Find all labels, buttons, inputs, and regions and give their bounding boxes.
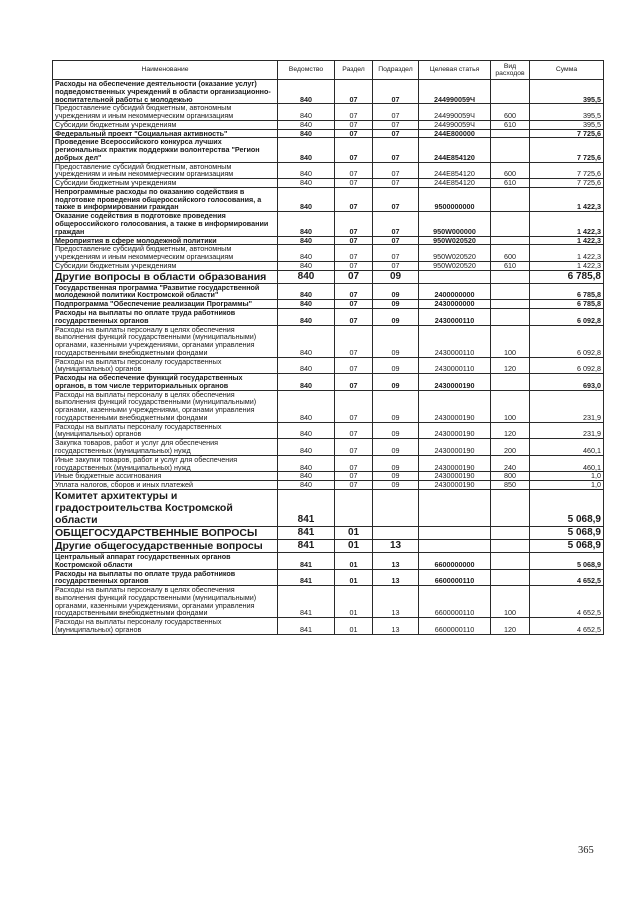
table-row bbox=[53, 245, 604, 262]
cell-subsection: 13 bbox=[373, 540, 419, 553]
cell-dept: 840 bbox=[278, 283, 335, 300]
cell-dept: 840 bbox=[278, 138, 335, 162]
cell-amount: 5 068,9 bbox=[530, 489, 604, 526]
table-row bbox=[53, 236, 604, 245]
cell-subsection: 09 bbox=[373, 325, 419, 357]
cell-section: 07 bbox=[335, 357, 373, 374]
cell-exp-type bbox=[491, 308, 530, 325]
cell-dept: 840 bbox=[278, 374, 335, 391]
cell-name: Субсидии бюджетным учреждениям bbox=[53, 261, 278, 270]
cell-name: Центральный аппарат государственных органов Костромской области bbox=[53, 553, 278, 570]
cell-target: 244E854120 bbox=[419, 162, 491, 179]
cell-dept: 841 bbox=[278, 569, 335, 586]
cell-section: 07 bbox=[335, 138, 373, 162]
cell-amount: 6 092,8 bbox=[530, 357, 604, 374]
cell-amount: 6 785,8 bbox=[530, 270, 604, 283]
cell-exp-type: 100 bbox=[491, 390, 530, 422]
cell-dept: 840 bbox=[278, 212, 335, 236]
cell-target: 6600000110 bbox=[419, 618, 491, 635]
table-row bbox=[53, 138, 604, 162]
cell-target: 2430000000 bbox=[419, 300, 491, 309]
cell-target: 244E800000 bbox=[419, 129, 491, 138]
cell-exp-type: 120 bbox=[491, 422, 530, 439]
budget-table bbox=[52, 60, 604, 635]
table-row bbox=[53, 357, 604, 374]
cell-amount: 231,9 bbox=[530, 390, 604, 422]
cell-target: 950W020520 bbox=[419, 261, 491, 270]
cell-section: 07 bbox=[335, 245, 373, 262]
cell-exp-type bbox=[491, 236, 530, 245]
cell-section: 01 bbox=[335, 618, 373, 635]
cell-name: Оказание содействия в подготовке проведения общероссийского голосования, а также в информировании граждан bbox=[53, 212, 278, 236]
cell-target: 2430000190 bbox=[419, 472, 491, 481]
cell-target: 244E854120 bbox=[419, 138, 491, 162]
cell-section: 07 bbox=[335, 308, 373, 325]
cell-name: Субсидии бюджетным учреждениям bbox=[53, 120, 278, 129]
cell-subsection: 09 bbox=[373, 455, 419, 472]
cell-exp-type bbox=[491, 212, 530, 236]
cell-subsection: 13 bbox=[373, 553, 419, 570]
cell-subsection: 07 bbox=[373, 212, 419, 236]
cell-exp-type: 610 bbox=[491, 179, 530, 188]
cell-subsection: 07 bbox=[373, 245, 419, 262]
cell-section: 07 bbox=[335, 104, 373, 121]
cell-amount: 4 652,5 bbox=[530, 586, 604, 618]
cell-section: 01 bbox=[335, 569, 373, 586]
header-target: Целевая статья bbox=[419, 61, 491, 80]
cell-amount: 5 068,9 bbox=[530, 540, 604, 553]
cell-amount: 7 725,6 bbox=[530, 162, 604, 179]
cell-exp-type: 240 bbox=[491, 455, 530, 472]
page-number: 365 bbox=[578, 845, 594, 856]
cell-section: 07 bbox=[335, 212, 373, 236]
cell-section: 07 bbox=[335, 270, 373, 283]
table-row bbox=[53, 439, 604, 456]
cell-dept: 840 bbox=[278, 129, 335, 138]
cell-amount: 6 092,8 bbox=[530, 325, 604, 357]
table-row bbox=[53, 586, 604, 618]
table-row bbox=[53, 325, 604, 357]
cell-name: Другие вопросы в области образования bbox=[53, 270, 278, 283]
cell-name: Комитет архитектуры и градостроительства Костромской области bbox=[53, 489, 278, 526]
cell-dept: 840 bbox=[278, 104, 335, 121]
cell-name: Иные бюджетные ассигнования bbox=[53, 472, 278, 481]
cell-dept: 840 bbox=[278, 439, 335, 456]
cell-target: 6600000000 bbox=[419, 553, 491, 570]
cell-name: Расходы на выплаты персоналу в целях обеспечения выполнения функций государственными (муниципальными) органами, казенными учреждениями, органами управления государственными внебюджетными фондами bbox=[53, 390, 278, 422]
cell-subsection: 07 bbox=[373, 236, 419, 245]
cell-exp-type bbox=[491, 187, 530, 211]
cell-exp-type: 610 bbox=[491, 120, 530, 129]
cell-exp-type bbox=[491, 80, 530, 104]
cell-exp-type: 120 bbox=[491, 618, 530, 635]
table-row bbox=[53, 120, 604, 129]
cell-subsection: 09 bbox=[373, 481, 419, 490]
cell-amount: 395,5 bbox=[530, 80, 604, 104]
cell-amount: 5 068,9 bbox=[530, 553, 604, 570]
cell-name: Федеральный проект "Социальная активность" bbox=[53, 129, 278, 138]
cell-exp-type: 100 bbox=[491, 586, 530, 618]
cell-section: 07 bbox=[335, 129, 373, 138]
cell-dept: 840 bbox=[278, 300, 335, 309]
cell-exp-type bbox=[491, 300, 530, 309]
cell-exp-type: 600 bbox=[491, 104, 530, 121]
cell-amount: 1,0 bbox=[530, 472, 604, 481]
cell-subsection: 07 bbox=[373, 129, 419, 138]
cell-target: 2400000000 bbox=[419, 283, 491, 300]
cell-section: 01 bbox=[335, 586, 373, 618]
table-row bbox=[53, 553, 604, 570]
cell-dept: 840 bbox=[278, 80, 335, 104]
cell-target: 244990059Ч bbox=[419, 80, 491, 104]
cell-exp-type: 600 bbox=[491, 162, 530, 179]
cell-exp-type: 100 bbox=[491, 325, 530, 357]
table-row bbox=[53, 569, 604, 586]
cell-amount: 6 785,8 bbox=[530, 300, 604, 309]
cell-dept: 840 bbox=[278, 357, 335, 374]
cell-name: Закупка товаров, работ и услуг для обеспечения государственных (муниципальных) нужд bbox=[53, 439, 278, 456]
cell-section: 07 bbox=[335, 162, 373, 179]
cell-subsection: 07 bbox=[373, 80, 419, 104]
header-amount: Сумма bbox=[530, 61, 604, 80]
table-row bbox=[53, 374, 604, 391]
table-body bbox=[53, 80, 604, 635]
cell-subsection: 07 bbox=[373, 261, 419, 270]
cell-subsection: 07 bbox=[373, 104, 419, 121]
table-row bbox=[53, 300, 604, 309]
cell-section: 07 bbox=[335, 261, 373, 270]
cell-section: 07 bbox=[335, 187, 373, 211]
cell-name: Расходы на выплаты персоналу в целях обеспечения выполнения функций государственными (муниципальными) органами, казенными учреждениями, органами управления государственными внебюджетными фондами bbox=[53, 325, 278, 357]
cell-section: 07 bbox=[335, 80, 373, 104]
table-row bbox=[53, 162, 604, 179]
cell-amount: 4 652,5 bbox=[530, 618, 604, 635]
cell-dept: 840 bbox=[278, 270, 335, 283]
cell-name: Иные закупки товаров, работ и услуг для обеспечения государственных (муниципальных) нужд bbox=[53, 455, 278, 472]
cell-amount: 460,1 bbox=[530, 439, 604, 456]
cell-dept: 840 bbox=[278, 422, 335, 439]
cell-subsection: 09 bbox=[373, 472, 419, 481]
cell-subsection: 09 bbox=[373, 357, 419, 374]
cell-name: Расходы на выплаты персоналу государственных (муниципальных) органов bbox=[53, 357, 278, 374]
table-row bbox=[53, 308, 604, 325]
cell-amount: 1 422,3 bbox=[530, 245, 604, 262]
table-row bbox=[53, 422, 604, 439]
cell-name: Предоставление субсидий бюджетным, автономным учреждениям и иным некоммерческим организациям bbox=[53, 104, 278, 121]
cell-name: Расходы на выплаты по оплате труда работников государственных органов bbox=[53, 308, 278, 325]
cell-exp-type bbox=[491, 270, 530, 283]
cell-subsection: 13 bbox=[373, 618, 419, 635]
cell-name: Государственная программа "Развитие государственной молодежной политики Костромской области" bbox=[53, 283, 278, 300]
cell-target bbox=[419, 540, 491, 553]
cell-dept: 840 bbox=[278, 481, 335, 490]
table-row bbox=[53, 104, 604, 121]
cell-section bbox=[335, 489, 373, 526]
cell-amount: 5 068,9 bbox=[530, 527, 604, 540]
cell-target bbox=[419, 270, 491, 283]
cell-exp-type bbox=[491, 553, 530, 570]
table-row bbox=[53, 472, 604, 481]
header-dept: Ведомство bbox=[278, 61, 335, 80]
cell-section: 07 bbox=[335, 236, 373, 245]
header-section: Раздел bbox=[335, 61, 373, 80]
cell-exp-type: 120 bbox=[491, 357, 530, 374]
cell-exp-type bbox=[491, 374, 530, 391]
cell-exp-type: 600 bbox=[491, 245, 530, 262]
cell-name: Расходы на выплаты по оплате труда работников государственных органов bbox=[53, 569, 278, 586]
cell-amount: 1 422,3 bbox=[530, 187, 604, 211]
cell-exp-type bbox=[491, 489, 530, 526]
cell-dept: 841 bbox=[278, 553, 335, 570]
cell-exp-type: 800 bbox=[491, 472, 530, 481]
cell-section: 01 bbox=[335, 553, 373, 570]
table-row bbox=[53, 261, 604, 270]
cell-amount: 395,5 bbox=[530, 120, 604, 129]
cell-target: 244990059Ч bbox=[419, 120, 491, 129]
cell-dept: 840 bbox=[278, 120, 335, 129]
cell-amount: 4 652,5 bbox=[530, 569, 604, 586]
cell-amount: 231,9 bbox=[530, 422, 604, 439]
cell-target: 2430000190 bbox=[419, 422, 491, 439]
cell-target: 244E854120 bbox=[419, 179, 491, 188]
cell-name: Подпрограмма "Обеспечение реализации Программы" bbox=[53, 300, 278, 309]
cell-dept: 840 bbox=[278, 472, 335, 481]
cell-dept: 841 bbox=[278, 618, 335, 635]
cell-name: Расходы на обеспечение деятельности (оказание услуг) подведомственных учреждений в области организационно-воспитательной работы с молодежью bbox=[53, 80, 278, 104]
cell-section: 07 bbox=[335, 472, 373, 481]
cell-target: 950W020520 bbox=[419, 245, 491, 262]
cell-target bbox=[419, 489, 491, 526]
cell-target: 6600000110 bbox=[419, 569, 491, 586]
table-row bbox=[53, 390, 604, 422]
cell-amount: 460,1 bbox=[530, 455, 604, 472]
cell-section: 07 bbox=[335, 390, 373, 422]
cell-exp-type bbox=[491, 129, 530, 138]
cell-amount: 1,0 bbox=[530, 481, 604, 490]
cell-section: 07 bbox=[335, 179, 373, 188]
cell-section: 07 bbox=[335, 481, 373, 490]
cell-subsection: 09 bbox=[373, 374, 419, 391]
cell-amount: 693,0 bbox=[530, 374, 604, 391]
cell-target: 2430000110 bbox=[419, 308, 491, 325]
cell-name: Расходы на обеспечение функций государственных органов, в том числе территориальных органов bbox=[53, 374, 278, 391]
cell-name: Проведение Всероссийского конкурса лучших региональных практик поддержки волонтерства "Регион добрых дел" bbox=[53, 138, 278, 162]
cell-subsection: 07 bbox=[373, 138, 419, 162]
cell-dept: 840 bbox=[278, 162, 335, 179]
cell-section: 07 bbox=[335, 455, 373, 472]
cell-section: 07 bbox=[335, 325, 373, 357]
cell-target: 6600000110 bbox=[419, 586, 491, 618]
cell-name: Субсидии бюджетным учреждениям bbox=[53, 179, 278, 188]
cell-subsection: 13 bbox=[373, 569, 419, 586]
cell-dept: 841 bbox=[278, 540, 335, 553]
cell-name: Расходы на выплаты персоналу в целях обеспечения выполнения функций государственными (муниципальными) органами, казенными учреждениями, органами управления государственными внебюджетными фондами bbox=[53, 586, 278, 618]
table-row bbox=[53, 481, 604, 490]
cell-amount: 6 092,8 bbox=[530, 308, 604, 325]
table-row bbox=[53, 179, 604, 188]
table-row bbox=[53, 527, 604, 540]
table-header-row bbox=[53, 61, 604, 80]
cell-target: 2430000190 bbox=[419, 390, 491, 422]
cell-exp-type bbox=[491, 540, 530, 553]
cell-subsection: 09 bbox=[373, 439, 419, 456]
cell-target: 2430000190 bbox=[419, 455, 491, 472]
cell-section: 01 bbox=[335, 527, 373, 540]
cell-section: 07 bbox=[335, 283, 373, 300]
cell-section: 07 bbox=[335, 374, 373, 391]
cell-amount: 395,5 bbox=[530, 104, 604, 121]
cell-subsection: 07 bbox=[373, 179, 419, 188]
table-row bbox=[53, 489, 604, 526]
cell-dept: 841 bbox=[278, 586, 335, 618]
cell-name: Расходы на выплаты персоналу государственных (муниципальных) органов bbox=[53, 422, 278, 439]
header-subsection: Подраздел bbox=[373, 61, 419, 80]
cell-dept: 840 bbox=[278, 236, 335, 245]
cell-subsection: 07 bbox=[373, 187, 419, 211]
cell-subsection: 09 bbox=[373, 300, 419, 309]
cell-amount: 1 422,3 bbox=[530, 261, 604, 270]
cell-target: 2430000190 bbox=[419, 439, 491, 456]
cell-subsection: 07 bbox=[373, 162, 419, 179]
table-row bbox=[53, 270, 604, 283]
cell-section: 07 bbox=[335, 120, 373, 129]
cell-target: 2430000110 bbox=[419, 357, 491, 374]
cell-section: 07 bbox=[335, 439, 373, 456]
cell-dept: 840 bbox=[278, 245, 335, 262]
cell-target: 2430000190 bbox=[419, 374, 491, 391]
table-row bbox=[53, 129, 604, 138]
table-row bbox=[53, 283, 604, 300]
cell-amount: 7 725,6 bbox=[530, 179, 604, 188]
cell-dept: 840 bbox=[278, 308, 335, 325]
table-row bbox=[53, 455, 604, 472]
cell-section: 01 bbox=[335, 540, 373, 553]
cell-subsection: 13 bbox=[373, 586, 419, 618]
cell-target: 950W000000 bbox=[419, 212, 491, 236]
cell-dept: 840 bbox=[278, 325, 335, 357]
cell-subsection bbox=[373, 489, 419, 526]
header-name: Наименование bbox=[53, 61, 278, 80]
cell-amount: 7 725,6 bbox=[530, 129, 604, 138]
table-row bbox=[53, 618, 604, 635]
cell-subsection: 09 bbox=[373, 422, 419, 439]
header-exp-type: Вид расходов bbox=[491, 61, 530, 80]
cell-target: 950W020520 bbox=[419, 236, 491, 245]
cell-name: ОБЩЕГОСУДАРСТВЕННЫЕ ВОПРОСЫ bbox=[53, 527, 278, 540]
cell-subsection: 07 bbox=[373, 120, 419, 129]
cell-dept: 841 bbox=[278, 527, 335, 540]
cell-name: Непрограммные расходы по оказанию содействия в подготовке проведения общероссийского голосования, а также в информировании граждан bbox=[53, 187, 278, 211]
cell-exp-type bbox=[491, 283, 530, 300]
cell-exp-type: 200 bbox=[491, 439, 530, 456]
cell-exp-type bbox=[491, 138, 530, 162]
cell-section: 07 bbox=[335, 300, 373, 309]
cell-amount: 1 422,3 bbox=[530, 236, 604, 245]
cell-exp-type bbox=[491, 527, 530, 540]
cell-section: 07 bbox=[335, 422, 373, 439]
cell-name: Расходы на выплаты персоналу государственных (муниципальных) органов bbox=[53, 618, 278, 635]
cell-subsection: 09 bbox=[373, 270, 419, 283]
cell-amount: 1 422,3 bbox=[530, 212, 604, 236]
cell-dept: 840 bbox=[278, 179, 335, 188]
cell-amount: 6 785,8 bbox=[530, 283, 604, 300]
cell-amount: 7 725,6 bbox=[530, 138, 604, 162]
cell-target: 2430000190 bbox=[419, 481, 491, 490]
cell-name: Другие общегосударственные вопросы bbox=[53, 540, 278, 553]
cell-dept: 840 bbox=[278, 261, 335, 270]
cell-target: 244990059Ч bbox=[419, 104, 491, 121]
cell-dept: 840 bbox=[278, 390, 335, 422]
cell-subsection: 09 bbox=[373, 308, 419, 325]
cell-exp-type: 610 bbox=[491, 261, 530, 270]
table-row bbox=[53, 212, 604, 236]
cell-name: Предоставление субсидий бюджетным, автономным учреждениям и иным некоммерческим организациям bbox=[53, 162, 278, 179]
cell-subsection: 09 bbox=[373, 390, 419, 422]
cell-name: Мероприятия в сфере молодежной политики bbox=[53, 236, 278, 245]
cell-exp-type: 850 bbox=[491, 481, 530, 490]
cell-target: 9500000000 bbox=[419, 187, 491, 211]
cell-subsection: 09 bbox=[373, 283, 419, 300]
table-row bbox=[53, 187, 604, 211]
cell-name: Уплата налогов, сборов и иных платежей bbox=[53, 481, 278, 490]
table-row bbox=[53, 80, 604, 104]
cell-dept: 840 bbox=[278, 187, 335, 211]
cell-name: Предоставление субсидий бюджетным, автономным учреждениям и иным некоммерческим организациям bbox=[53, 245, 278, 262]
table-row bbox=[53, 540, 604, 553]
cell-dept: 840 bbox=[278, 455, 335, 472]
cell-target bbox=[419, 527, 491, 540]
cell-target: 2430000110 bbox=[419, 325, 491, 357]
cell-exp-type bbox=[491, 569, 530, 586]
cell-dept: 841 bbox=[278, 489, 335, 526]
cell-subsection bbox=[373, 527, 419, 540]
